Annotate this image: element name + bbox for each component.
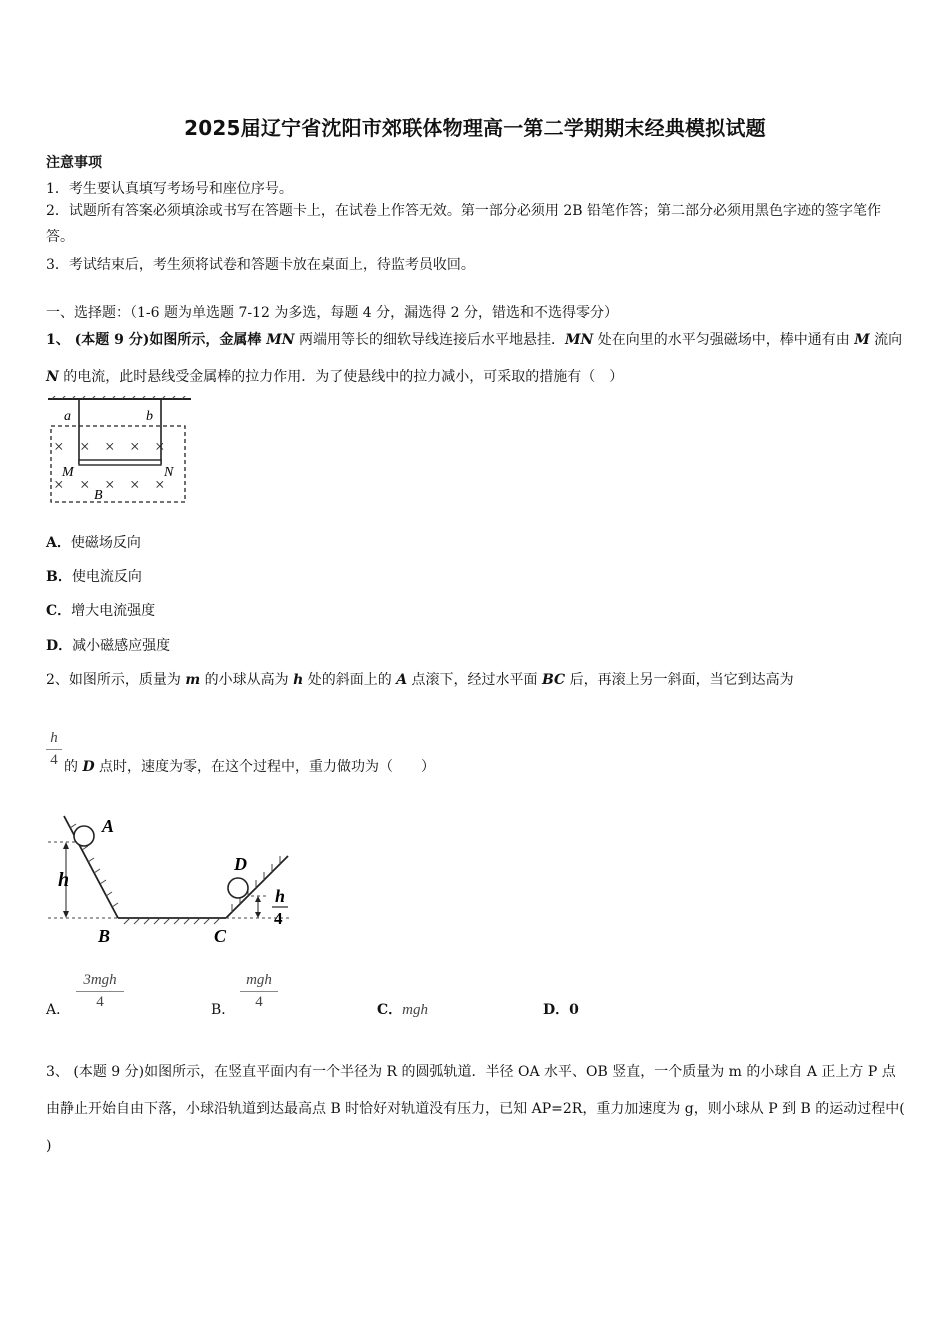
q1-option-b[interactable]: B．使电流反向 — [46, 569, 142, 585]
q1-option-d[interactable]: D．减小磁感应强度 — [46, 638, 171, 654]
label-D: D — [234, 854, 247, 874]
cross-mark: × — [54, 475, 64, 494]
cross-mark: × — [80, 475, 90, 494]
q2-option-a-value[interactable]: 3mgh 4 — [76, 972, 124, 1011]
label-A: A — [102, 816, 115, 836]
cross-mark: × — [155, 437, 165, 456]
cross-mark: × — [54, 437, 64, 456]
label-N: N — [164, 465, 174, 480]
label-M: M — [62, 465, 74, 480]
notice-item-1: 1．考生要认真填写考场号和座位序号。 — [46, 181, 293, 197]
notice-item-2: 2．试题所有答案必须填涂或书写在答题卡上，在试卷上作答无效。第一部分必须用 2B 铅笔作答；第二部分必须用黑色字迹的签字笔作答。 — [46, 203, 881, 245]
label-h: h — [58, 869, 70, 891]
section-heading: 一、选择题：（1-6 题为单选题 7-12 为多选，每题 4 分，漏选得 2 分，错选和不选得零分） — [46, 305, 618, 321]
q2-option-a-key[interactable]: A． — [46, 1002, 71, 1018]
question-3-stem: 3、 (本题 9 分)如图所示，在竖直平面内有一个半径为 R 的圆弧轨道．半径 OA 水平、OB 竖直，一个质量为 m 的小球自 A 正上方 P 点由静止开始自由下落，小球沿轨道到达最高点 B 时恰好对轨道没有压力，已知 AP=2R，重力加速度为 g，则小球从 P 到 B 的运动过程中( ) — [46, 1064, 905, 1154]
question-2-stem-line1: 2、如图所示，质量为 m 的小球从高为 h 处的斜面上的 A 点滚下，经过水平面 BC 后，再滚上另一斜面，当它到达高为 — [46, 672, 794, 688]
q2-option-b-key[interactable]: B． — [211, 1002, 236, 1018]
q2-option-d[interactable]: D．0 — [543, 1002, 579, 1018]
page-title: 2025届辽宁省沈阳市郊联体物理高一第二学期期末经典模拟试题 — [184, 116, 766, 140]
label-a: a — [64, 409, 71, 424]
cross-mark: × — [130, 475, 140, 494]
magnetic-field-figure — [46, 396, 191, 506]
label-B-field: B — [94, 488, 103, 503]
question-2-stem-line2: 的 D 点时，速度为零，在这个过程中，重力做功为（ ） — [64, 759, 436, 775]
q2-option-b-value[interactable]: mgh 4 — [240, 972, 278, 1011]
cross-mark: × — [130, 437, 140, 456]
label-b: b — [146, 409, 153, 424]
notice-item-3: 3．考试结束后，考生须将试卷和答题卡放在桌面上，待监考员收回。 — [46, 257, 475, 273]
q2-option-c[interactable]: C．mgh — [377, 1002, 428, 1018]
label-h4-num: h — [275, 886, 286, 906]
fraction-h-over-4: $\frac{h}{4}$ — [46, 730, 62, 769]
q1-option-a[interactable]: A．使磁场反向 — [46, 535, 141, 551]
cross-mark: × — [105, 437, 115, 456]
cross-mark: × — [155, 475, 165, 494]
q1-option-c[interactable]: C．增大电流强度 — [46, 603, 156, 619]
label-h4-den: 4 — [274, 909, 283, 928]
question-1-stem: 1、 (本题 9 分)如图所示，金属棒 MN 两端用等长的细软导线连接后水平地悬挂．MN 处在向里的水平匀强磁场中，棒中通有由 M 流向 N 的电流，此时悬线受金属棒的拉力作用．为了使悬线中的拉力减小，可采取的措施有（ ） — [46, 332, 903, 385]
cross-mark: × — [105, 475, 115, 494]
cross-mark: × — [80, 437, 90, 456]
slope-track-figure — [46, 808, 296, 948]
notice-heading: 注意事项 — [46, 155, 102, 171]
label-C: C — [214, 926, 227, 946]
label-B: B — [98, 926, 111, 946]
